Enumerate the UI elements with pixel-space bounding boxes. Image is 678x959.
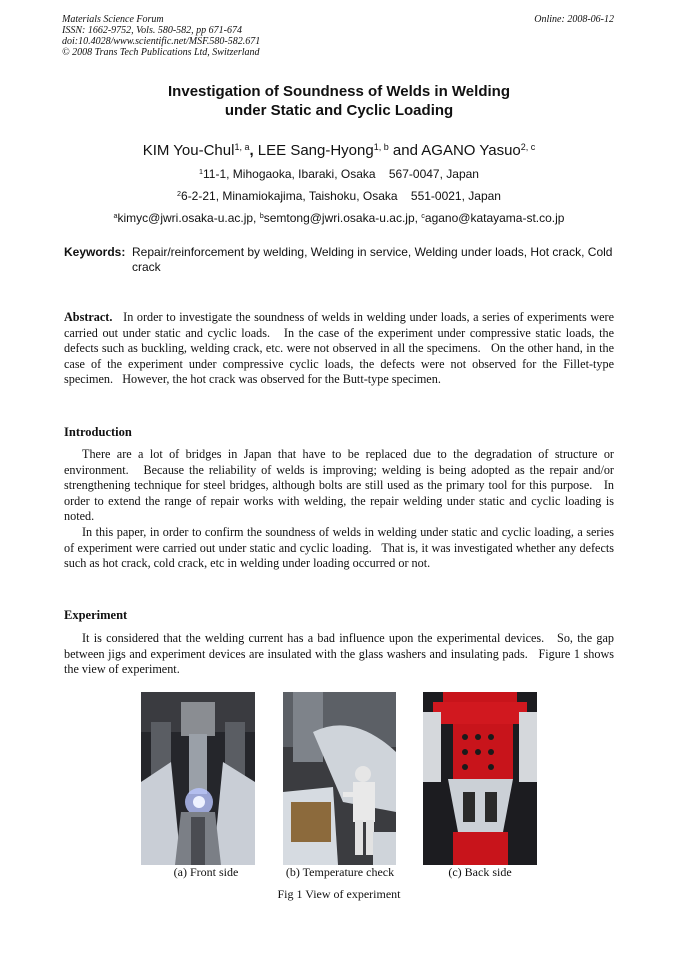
affiliation-2-sup: 2	[177, 189, 182, 199]
author-1: KIM You-Chul	[142, 142, 235, 159]
photo-front-side	[141, 692, 255, 865]
introduction-paragraph-1: There are a lot of bridges in Japan that have to be replaced due to the degradation of structure or environment. Because the reliability of welds is improving; welding is being adopted as the repair and/or strengthening technique for steel bridges, although bolts are still used as the primary tool for this purpose. In order to extend the range of repair works with welding, the repair welding under static and cyclic loading is noted.	[64, 447, 618, 523]
title-line-2: under Static and Cyclic Loading	[224, 102, 454, 119]
author-1-sup: 1, a	[234, 142, 250, 153]
experiment-heading: Experiment	[64, 608, 128, 622]
abstract-text: In order to investigate the soundness of welds in welding under loads, a series of experiments were carried out under static and cyclic loads. In the case of the experiment under compressive static loads, the defects such as buckling, welding crack, etc. were not observed in all the specimens. On the other hand, in the case of the experiment under compressive cyclic loads, the defects were not observed for the Fillet-type specimen. However, the hot crack was observed for the Butt-type specimen.	[64, 310, 618, 386]
abstract-label: Abstract.	[64, 310, 113, 324]
affiliation-2-text: 6-2-21, Minamiokajima, Taishoku, Osaka 551-0021, Japan	[181, 189, 501, 203]
email-b[interactable]: semtong@jwri.osaka-u.ac.jp,	[263, 211, 422, 225]
author-list	[0, 142, 678, 159]
affiliation-1-text: 11-1, Mihogaoka, Ibaraki, Osaka 567-0047, Japan	[203, 167, 479, 181]
email-list	[0, 211, 678, 225]
caption-back-side: (c) Back side	[448, 865, 512, 879]
experiment-paragraph-1: It is considered that the welding current has a bad influence upon the experimental devices. So, the gap between jigs and experiment devices are insulated with the glass washers and insulating pads. Figure 1 shows the view of experiment.	[64, 631, 618, 676]
keywords-block	[64, 245, 624, 275]
author-2: LEE Sang-Hyong	[257, 142, 374, 159]
copyright-line: © 2008 Trans Tech Publications Ltd, Switzerland	[62, 47, 260, 58]
photo-back-side	[423, 692, 537, 865]
issn-line: ISSN: 1662-9752, Vols. 580-582, pp 671-674	[62, 25, 242, 36]
abstract-paragraph	[64, 310, 618, 388]
affiliation-2	[0, 189, 678, 203]
keywords-text: Repair/reinforcement by welding, Welding in service, Welding under loads, Hot crack, Cold crack	[132, 245, 613, 274]
email-a-sup: a	[113, 211, 118, 221]
journal-header	[62, 14, 260, 58]
caption-temperature-check: (b) Temperature check	[285, 865, 395, 879]
author-separator: ,	[249, 142, 258, 159]
title-line-1: Investigation of Soundness of Welds in Welding	[168, 83, 510, 100]
email-c[interactable]: agano@katayama-st.co.jp	[424, 211, 565, 225]
figure-caption: Fig 1 View of experiment	[277, 887, 401, 901]
email-c-sup: c	[421, 211, 425, 221]
introduction-paragraph-2: In this paper, in order to confirm the soundness of welds in welding under static and cyclic loading, a series of experiment were carried out under static and cyclic loading. That is, it was investigated whether any defects such as hot crack, cold crack, etc in welding under loading occurred or not.	[64, 525, 618, 570]
author-3: AGANO Yasuo	[421, 142, 521, 159]
affiliation-1	[0, 167, 678, 181]
caption-front-side: (a) Front side	[173, 865, 239, 879]
author-separator-and: and	[388, 142, 422, 159]
online-date: Online: 2008-06-12	[534, 14, 614, 25]
keywords-label: Keywords:	[64, 245, 126, 259]
affiliation-1-sup: 1	[199, 167, 204, 177]
author-2-sup: 1, b	[373, 142, 389, 153]
email-a[interactable]: kimyc@jwri.osaka-u.ac.jp,	[117, 211, 260, 225]
author-3-sup: 2, c	[520, 142, 536, 153]
email-b-sup: b	[259, 211, 264, 221]
doi-line: doi:10.4028/www.scientific.net/MSF.580-582.671	[62, 36, 261, 47]
journal-name: Materials Science Forum	[62, 14, 164, 25]
paper-title	[0, 82, 678, 120]
photo-temperature-check	[283, 692, 396, 865]
introduction-heading: Introduction	[64, 425, 132, 439]
